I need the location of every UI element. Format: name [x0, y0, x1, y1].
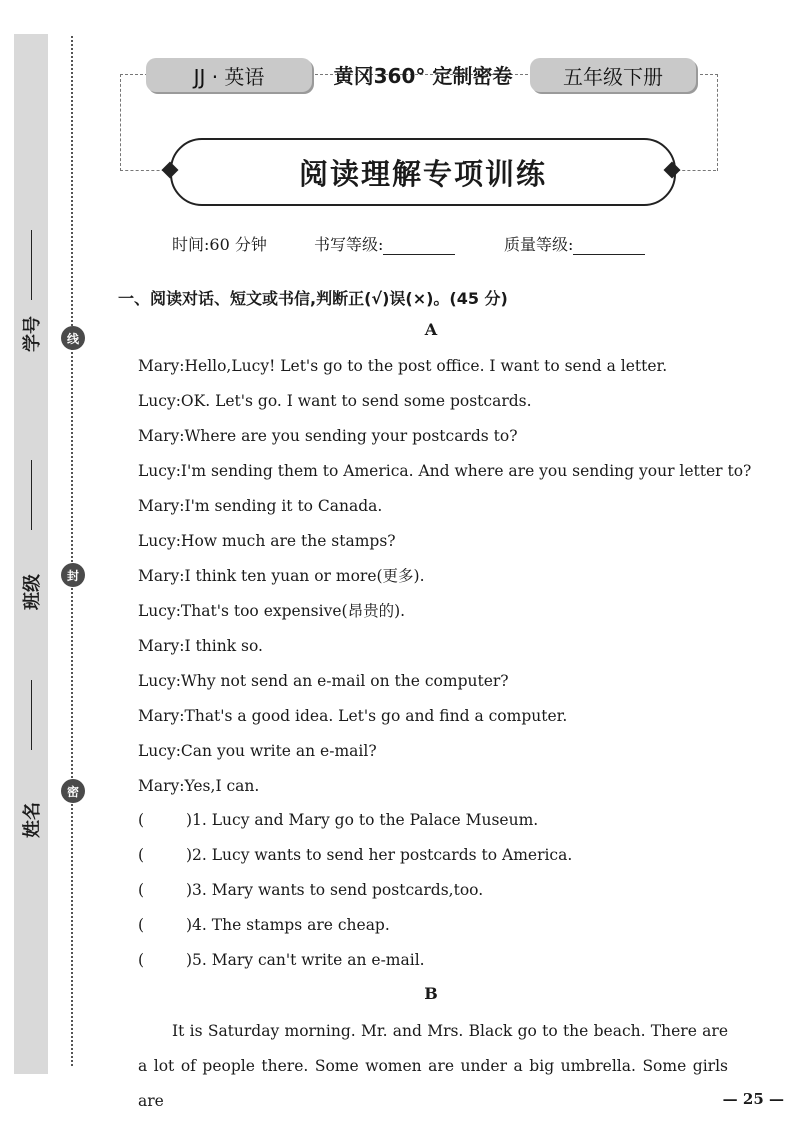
- question-item: [138, 911, 572, 946]
- seal-line-badge: 线: [61, 326, 85, 350]
- dialogue-line: Lucy:I'm sending them to America. And where are you sending your letter to?: [138, 462, 752, 480]
- question-item: [138, 946, 572, 981]
- answer-blank[interactable]: (: [138, 881, 145, 899]
- dialogue-list: [138, 352, 751, 807]
- question-item: [138, 806, 572, 841]
- writing-grade: [314, 232, 504, 255]
- question-text: )3. Mary wants to send postcards,too.: [186, 881, 484, 899]
- name-field: [14, 680, 48, 838]
- seal-seal-badge: 封: [61, 563, 85, 587]
- dialogue-line: Lucy:OK. Let's go. I want to send some postcards.: [138, 392, 532, 410]
- answer-blank[interactable]: (: [138, 846, 145, 864]
- writing-grade-blank[interactable]: [383, 236, 455, 255]
- answer-blank[interactable]: (: [138, 916, 145, 934]
- exam-meta: [172, 232, 692, 255]
- dialogue-line: Lucy:Why not send an e-mail on the computer?: [138, 672, 509, 690]
- answer-blank[interactable]: (: [138, 951, 145, 969]
- dialogue-line: Mary:Yes,I can.: [138, 777, 260, 795]
- grade-pill: 五年级下册: [530, 58, 696, 92]
- part-a-letter: A: [424, 320, 438, 339]
- page-title: 阅读理解专项训练: [170, 138, 676, 206]
- quality-grade-label: 质量等级:: [504, 235, 574, 254]
- dialogue-line: Mary:I'm sending it to Canada.: [138, 497, 383, 515]
- name-line: [31, 680, 32, 750]
- dialogue-line: Mary:I think ten yuan or more(更多).: [138, 567, 425, 585]
- quality-grade-blank[interactable]: [573, 236, 645, 255]
- student-id-label: 学号: [22, 316, 43, 352]
- class-field: [14, 460, 48, 610]
- dialogue-line: Mary:That's a good idea. Let's go and find a computer.: [138, 707, 568, 725]
- dialogue-line: Mary:Where are you sending your postcards to?: [138, 427, 518, 445]
- class-line: [31, 460, 32, 530]
- dialogue-line: Lucy:Can you write an e-mail?: [138, 742, 377, 760]
- dialogue-line: Mary:Hello,Lucy! Let's go to the post office. I want to send a letter.: [138, 357, 668, 375]
- question-text: )1. Lucy and Mary go to the Palace Museum.: [186, 811, 539, 829]
- question-text: )2. Lucy wants to send her postcards to America.: [186, 846, 573, 864]
- seal-secret-badge: 密: [61, 779, 85, 803]
- writing-grade-label: 书写等级:: [314, 235, 384, 254]
- question-list: [138, 806, 572, 981]
- name-label: 姓名: [22, 802, 43, 838]
- class-label: 班级: [22, 574, 43, 610]
- part-b-passage: It is Saturday morning. Mr. and Mrs. Black go to the beach. There are a lot of people there. Some women are under a big umbrella. Some girls are: [138, 1022, 728, 1110]
- subject-pill: JJ · 英语: [146, 58, 312, 92]
- cut-line: [71, 36, 73, 1066]
- part-b-letter: B: [424, 984, 438, 1003]
- dialogue-line: Mary:I think so.: [138, 637, 263, 655]
- time-limit: 时间:60 分钟: [172, 235, 267, 254]
- page-number: — 25 —: [722, 1090, 784, 1108]
- question-text: )4. The stamps are cheap.: [186, 916, 390, 934]
- question-text: )5. Mary can't write an e-mail.: [186, 951, 425, 969]
- answer-blank[interactable]: (: [138, 811, 145, 829]
- question-item: [138, 876, 572, 911]
- series-title: 黄冈360° 定制密卷: [333, 64, 513, 88]
- dialogue-line: Lucy:How much are the stamps?: [138, 532, 396, 550]
- student-id-line: [31, 230, 32, 300]
- quality-grade: [504, 232, 645, 255]
- dialogue-line: Lucy:That's too expensive(昂贵的).: [138, 602, 406, 620]
- section-heading: 一、阅读对话、短文或书信,判断正(√)误(×)。(45 分): [118, 289, 508, 308]
- question-item: [138, 841, 572, 876]
